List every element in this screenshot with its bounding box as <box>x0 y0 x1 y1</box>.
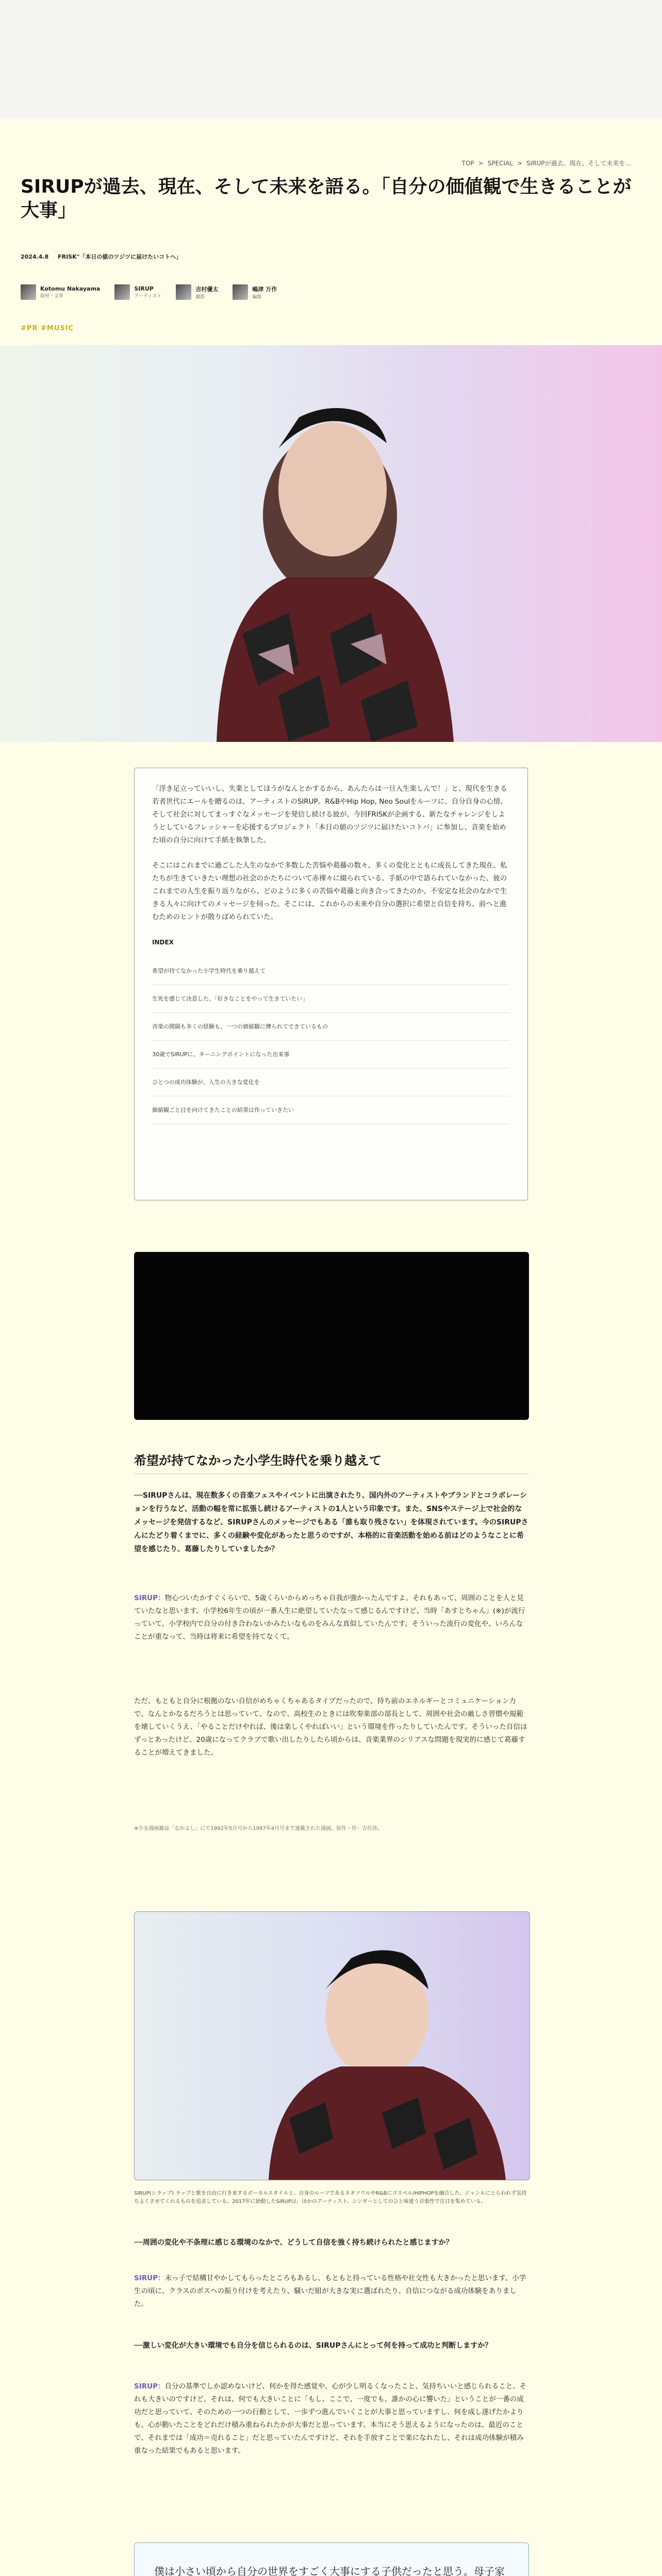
index-link[interactable]: 音楽の間隔も多くの経験も、一つの価値観に縛られてできているもの <box>152 1013 510 1041</box>
interview-answer <box>134 1592 529 1643</box>
speaker-label: SIRUP： <box>134 2274 165 2282</box>
top-banner <box>0 0 662 118</box>
photo-caption: SIRUP(シラップ) ラップと歌を自由に行き来するボーカルスタイルと、自身のルーツであるネオソウルやR&Bにゴスペル/HIPHOPを融合した、ジャンルにとらわれず気持ちよくさせてくれるものを追求している。2017年に始動したSIRUPは、ほかのアーティスト、シンガーとしてのひと味違う音楽性で注目を集めている。 <box>134 2191 527 2205</box>
answer-text: 自分の基準でしか認めないけど、何かを得た感覚や、心が少し明るくなったこと、気持ちいいと感じられること、それも大きいのですけど。それは、何でも大きいことに「もし、ここで、一度でも、誰かの心に響いた」ということが一番の成功だと思っていて、そのための一つの行動として、一歩ずつ進んでいくことが大事と思っていますし、何を成し遂げたかよりも、心が動いたことをどれだけ積み重ねられたかが大事だと思っています。本当にそう思えるようになったのは、最近のことで、それまでは「成功＝売れること」だと思っていたんですけど、それを手放すことで楽になれたし、それは成功体験が積み重なった結果でもあると思います。 <box>134 2382 527 2455</box>
index-link[interactable]: 生死を感じて決意した、「好きなことをやって生きていたい」 <box>152 985 510 1013</box>
index-link[interactable]: 30歳でSIRUPに。ターニングポイントになった出来事 <box>152 1041 510 1069</box>
article-category[interactable]: FRISK"「本日の値のツジツに届けたいコトへ」 <box>58 253 182 260</box>
section-heading: 希望が持てなかった小学生時代を乗り越えて <box>134 1453 382 1468</box>
author-card[interactable] <box>176 284 218 300</box>
portrait-photo <box>134 1911 530 2180</box>
lead-paragraph: そこにはこれまでに過ごした人生のなかで多数した苦悩や葛藤の数々、多くの変化とともに成長してきた現在、私たちが生きていきたい理想の社会のかたちについて赤裸々に綴られている。手紙の中で語られていなかった、彼のこれまでの人生を振り返りながら、どのように多くの苦悩や葛藤と向き合ってきたのか、不安定な社会のなかで生きる人々に向けてのメッセージを伺った。そこには、これからの未来や自分の選択に希望と自信を持ち、前へと進むためのヒントが散りばめられていた。 <box>152 861 507 921</box>
letter-quote-box <box>134 2543 529 2576</box>
video-player[interactable] <box>134 1252 529 1420</box>
author-list <box>21 284 277 300</box>
avatar <box>114 284 130 300</box>
avatar <box>176 284 191 300</box>
interview-answer <box>134 2272 529 2311</box>
author-name: Kotomu Nakayama <box>40 285 101 292</box>
lead-box <box>134 768 528 1200</box>
author-name: 嶋津 万作 <box>252 285 277 293</box>
breadcrumb-separator: > <box>478 160 484 167</box>
speaker-label: SIRUP： <box>134 1594 165 1602</box>
article-meta <box>21 252 189 261</box>
interview-question: ──激しい変化が大きい環境でも自分を信じられるのは、SIRUPさんにとって何を持って成功と判断しますか？ <box>134 2342 492 2350</box>
author-role: 撮影 <box>195 294 205 300</box>
author-card[interactable] <box>21 284 100 300</box>
author-name: 吉村優太 <box>195 285 219 293</box>
author-role: 編集 <box>252 294 262 300</box>
breadcrumb-special[interactable]: SPECIAL <box>487 160 513 167</box>
author-name: SIRUP <box>134 285 154 292</box>
interview-question: ──SIRUPさんは、現在数多くの音楽フェスやイベントに出演されたり、国内外のアーティストやブランドとコラボレーションを行うなど、活動の幅を常に拡張し続けるアーティストの1人という印象です。また、SNSやステージ上で社会的なメッセージを発信するなど、SIRUPさんのメッセージでもある「誰も取り残さない」を体現されています。今のSIRUPさんにたどり着くまでに、多くの経験や変化があったと思うのですが、本格的に音楽活動を始める前はどのようなことに希望を感じたり、葛藤したりしていましたか？ <box>134 1492 528 1553</box>
publish-date: 2024.4.8 <box>21 253 49 260</box>
breadcrumb-current: SIRUPが過去、現在、そして未来を... <box>526 160 631 167</box>
author-card[interactable] <box>114 284 161 300</box>
interview-question: ──周囲の変化や不条理に感じる環境のなかで、どうして自信を強く持ち続けられたと感じますか？ <box>134 2239 453 2247</box>
answer-text: 物心ついたかすぐくらいで、5歳くらいからめっちゃ自我が強かったんですよ。それもあって、周囲のことを人と見ていたなと思います。小学校6年生の頃が一番人生に絶望していたなって感じるんですけど、当時「あすとちゃん」(※)が流行っていて、小学校内で自分の付き合わないかみたいなものをみんな真似していたんです。そういった流行の変化や、いろんなことが重なって、当時は将来に希望を持てなくて。 <box>134 1594 525 1641</box>
letter-quote: 僕は小さい頃から自分の世界をすごく大事にする子供だったと思う。母子家 <box>154 2565 505 2576</box>
author-role: アーティスト <box>134 294 162 299</box>
index-heading: INDEX <box>152 939 174 946</box>
answer-text: 末っ子で結構甘やかしてもらったところもあるし、もともと持っている性格や社交性も大きかったと思います。小学生の頃に、クラスのボスへの振り付けを考えたり、騒いだ組が大きな実に選ばれたり、自信につながる成功体験をありました。 <box>134 2274 526 2308</box>
author-card[interactable] <box>233 284 277 300</box>
article-tags[interactable]: #PR #MUSIC <box>21 325 74 332</box>
divider <box>134 1473 529 1474</box>
page-title: SIRUPが過去、現在、そして未来を語る。「自分の価値観で生きることが大事」 <box>21 176 632 221</box>
index-link[interactable]: ひとつの成功体験が、人生の大きな変化を <box>152 1069 510 1096</box>
breadcrumb <box>462 159 631 167</box>
breadcrumb-separator: > <box>517 160 523 167</box>
index-link[interactable]: 希望が持てなかった小学生時代を乗り越えて <box>152 957 510 985</box>
author-role: 取材・文章 <box>40 294 64 299</box>
interview-answer: ただ、もともと自分に根拠のない自信がめちゃくちゃあるタイプだったので、持ち前のエネルギーとコミュニケーション力で、なんとかなるだろうとは思っていて、なので、高校生のときには吹奏楽部の部長として、周囲や社会の厳しさ習慣や規範を壊していくうえ、「やることだけやれば、後は楽しくやればいい」という環境を作ったりしていたんです。そういった自信はずっとあったけど、20歳になってクラブで歌い出したりしたら頃からは、音楽業界のシリアスな問題を現実的に感じて葛藤することが増えてきました。 <box>134 1697 527 1757</box>
avatar <box>21 284 36 300</box>
footnote: ※少女漫画雑誌「なかよし」にて1992年5月号から1997年4月号まで連載された漫画。原作・作：吉住渉。 <box>134 1826 383 1832</box>
index-link[interactable]: 価値観ごと目を向けてきたことの結果は作っていきたい <box>152 1096 510 1124</box>
interview-answer <box>134 2380 529 2458</box>
hero-photo <box>0 345 662 742</box>
avatar <box>233 284 248 300</box>
speaker-label: SIRUP： <box>134 2382 165 2391</box>
lead-paragraph: 「浮き足立っていいし、失業としてほうがなんとかするから、あんたらは一旦入生楽しんで！」と、現代を生きる若者世代にエールを贈るのは、アーティストのSIRUP。R&BやHip Hop, Neo Soulをルーツに、自分自身の心情、そして社会に対してまっすぐなメッセージを発信し続ける彼が、今回FRISKが企画する、新たなチャレンジをしようとしているフレッシャーを応援するプロジェクト「本日の値のツジツに届けたいコトバ」に参加し、音楽を始めた頃の自分に向けて手紙を執筆した。 <box>152 785 507 844</box>
breadcrumb-top[interactable]: TOP <box>461 160 474 167</box>
